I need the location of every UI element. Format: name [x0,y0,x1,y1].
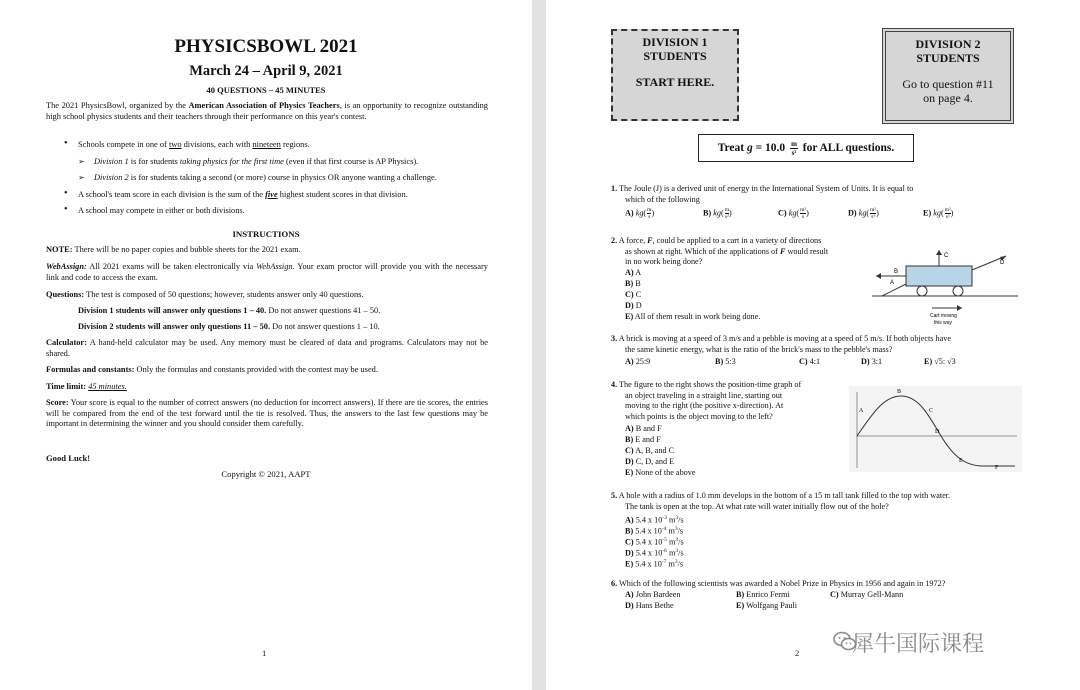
rule-division-2: ➢ Division 2 is for students taking a second (or more) course in physics OR anyone wanting a challenge. [46,173,496,184]
option-label: B) [625,279,634,288]
option-text: John Bardeen [635,590,681,599]
option-unit: kg [788,208,797,218]
option-fraction [647,207,651,220]
option-label: A) [625,424,634,433]
option-tail: /s [677,526,684,536]
option-label: C) [799,357,808,366]
answer-option [830,590,903,601]
answer-option [625,290,641,301]
option-exponent: -5 [662,537,667,543]
answer-option [625,446,674,457]
graph-label-b: B [897,389,902,395]
cart-wheel [917,286,927,296]
option-exponent: -4 [661,526,667,532]
instructions-heading: INSTRUCTIONS [232,229,300,239]
time-limit: Time limit: 45 minutes. [46,382,127,391]
answer-option [736,601,797,612]
force-arrow-c-head [936,250,942,255]
answer-option [625,601,674,612]
question-3: 3. A brick is moving at a speed of 3 m/s and a pebble is moving at a speed of 5 m/s. If both objects have the same kinetic energy, what is the ratio of the brick's mass to the pebble's mass? [611,334,951,354]
division-1-box-line: START HERE. [635,75,715,89]
option-unit-exponent: 3 [674,559,678,565]
option-fraction [870,207,876,220]
answer-option [799,357,820,368]
answer-option [625,312,760,323]
option-unit-exponent: 3 [674,526,678,532]
label-c: C [944,253,949,259]
option-label: D) [861,357,870,366]
option-unit-exponent: 3 [675,537,679,543]
division-2-box-line: on page 4. [923,91,973,105]
division-2-box [882,28,1014,124]
option-text: Wolfgang Pauli [746,601,798,610]
option-label: E) [924,357,933,366]
page-number: 2 [795,648,800,658]
option-text: Murray Gell-Mann [840,590,904,599]
question-count: 40 QUESTIONS – 45 MINUTES [206,85,326,95]
webassign-paragraph: WebAssign: All 2021 exams will be taken electronically via WebAssign. Your exam proctor will provide you with the necessary link and code to access the exam. [46,262,488,282]
option-text: A, B, and C [635,446,675,455]
direction-arrow-head [957,305,962,311]
option-unit: m [666,559,675,569]
answer-option [861,357,882,368]
option-mantissa: 5.4 x 10 [635,537,663,547]
score-paragraph: Score: Your score is equal to the number of correct answers (no deduction for incorrect answers). If there are tie scores, the entries will be compared from the end of the test forward until the tie is resolved. Thus, the answers to the last few questions may be important in determining the winner and you should consider them carefully. [46,398,488,428]
option-label: E) [923,208,932,218]
division-2-box-line: DIVISION 2 [915,37,981,51]
page-gutter [532,0,546,690]
answer-option [625,457,674,468]
option-mantissa: 5.4 x 10 [635,526,662,536]
option-label: D) [625,301,634,310]
option-label: D) [848,208,857,218]
option-label: E) [625,559,634,569]
label-b: B [894,269,899,275]
option-label: C) [625,290,634,299]
fraction-numerator: m [647,207,652,213]
question-1: 1. The Joule (J) is a derived unit of energy in the International System of Units. It is equal to which of the following [611,184,914,204]
page-number: 1 [262,648,267,658]
answer-option [625,268,641,279]
exam-page-1 [0,0,532,690]
cart-wheel [953,286,963,296]
division-1-range: Division 1 students will answer only questions 1 – 40. Do not answer questions 41 – 50. [78,306,381,315]
option-fraction [800,207,806,220]
option-text: All of them result in work being done. [634,312,761,321]
option-tail: /s [678,548,684,558]
option-label: A) [625,515,634,525]
option-unit: kg [858,208,867,218]
calculator-paragraph: Calculator: A hand-held calculator may be used. Any memory must be cleared of data and programs. Calculators may not be shared. [46,338,488,358]
fraction-numerator: m² [800,207,807,213]
option-text: Enrico Fermi [746,590,790,599]
option-text: 25:9 [635,357,651,366]
answer-option [625,357,650,368]
option-text: B [635,279,641,288]
option-label: A) [625,357,634,366]
exam-dates: March 24 – April 9, 2021 [189,63,343,79]
questions-paragraph: Questions: The test is composed of 50 questions; however, students answer only 40 questions. [46,290,364,299]
option-text: D [635,301,642,310]
option-exponent: -3 [662,515,667,521]
formulas-paragraph: Formulas and constants: Only the formulas and constants provided with the contest may be used. [46,365,378,374]
fraction-numerator: m² [870,207,877,213]
option-unit: m [666,515,676,525]
rule-both-divisions: • A school may compete in either or both divisions. [46,206,496,217]
fraction-denominator: s³ [871,214,876,220]
answer-option [625,590,680,601]
answer-option [625,557,683,570]
option-tail: /s [678,537,684,547]
fraction-numerator: m² [944,207,951,213]
division-1-box [611,29,739,121]
option-label: D) [625,457,634,466]
answer-option [625,468,695,479]
label-a: A [890,280,895,286]
option-text: C [635,290,642,299]
division-2-range: Division 2 students will answer only questions 11 – 50. Do not answer questions 1 – 10. [78,322,380,331]
cart-caption-1: Cart moving [930,313,957,319]
option-exponent: -6 [662,548,667,554]
question-6: 6. Which of the following scientists was awarded a Nobel Prize in Physics in 1956 and again in 1972? [611,579,946,588]
option-text: 5:3 [725,357,736,366]
label-d: D [1000,260,1005,266]
question-5: 5. A hole with a radius of 1.0 mm develops in the bottom of a 15 m tall tank filled to the top with water. The tank is open at the top. At what rate will water initially flow out of the hole? [611,491,951,511]
option-label: B) [625,435,634,444]
answer-option [924,357,956,368]
option-exponent: -7 [661,559,667,565]
option-label: D) [625,601,634,610]
option-label: B) [715,357,724,366]
rule-team-score: • A school's team score in each division is the sum of the five highest student scores in that division. [46,190,496,201]
cart-caption-2: this way [934,320,953,326]
question-4: 4. The figure to the right shows the position-time graph of an object traveling in a straight line, starting out moving to the right (the positive x-direction). At which points is the object moving to the left? [611,380,802,421]
page-title: PHYSICSBOWL 2021 [174,36,358,57]
option-unit: m [666,548,676,558]
question-2: 2. A force, F, could be applied to a cart in a variety of directions as shown at right. Which of the applications of F would result in no work being done? [611,236,829,266]
option-tail: /s [677,559,684,569]
option-unit: m [666,526,675,536]
fraction-denominator: s [648,214,651,220]
rules-list [46,140,496,223]
graph-label-a: A [859,408,864,414]
option-text: C, D, and E [635,457,675,466]
note-paragraph: NOTE: There will be no paper copies and bubble sheets for the 2021 exam. [46,245,301,254]
fraction-denominator: s² [945,214,950,220]
option-label: E) [625,468,634,477]
rule-divisions: • Schools compete in one of two divisions, each with nineteen regions. [46,140,496,151]
answer-option [736,590,790,601]
option-mantissa: 5.4 x 10 [635,548,663,558]
option-unit: m [666,537,676,547]
fraction-denominator: s [802,214,805,220]
option-label: E) [736,601,745,610]
fraction-denominator: s² [724,214,729,220]
option-unit-exponent: 3 [675,548,679,554]
option-text: 4:1 [809,357,821,366]
option-label: A) [625,268,634,277]
cart-force-diagram [872,248,1018,328]
fraction-numerator: m [724,207,729,213]
option-unit-exponent: 3 [675,515,679,521]
answer-option: D) kg( $\frac{\text{m²}}{\text{s³}}$ ) [848,207,879,220]
graph-label-c: C [929,408,934,414]
answer-option [625,279,641,290]
option-mantissa: 5.4 x 10 [635,515,663,525]
option-tail: /s [678,515,684,525]
answer-option: A) kg( $\frac{m}{s}$ ) [625,207,655,220]
graph-label-e: E [959,458,963,464]
graph-label-f: F [995,465,999,471]
rule-division-1: ➢ Division 1 is for students taking physics for the first time (even if that first course is AP Physics). [46,157,496,168]
cart-body [906,266,972,286]
option-text: 3:1 [871,357,883,366]
option-fraction [725,207,729,220]
option-label: C) [778,208,787,218]
option-text: None of the above [635,468,696,477]
division-1-box-line: DIVISION 1 [642,35,708,49]
answer-option: B) kg( $\frac{m}{\text{s²}}$ ) [703,207,732,220]
option-text: B and F [635,424,662,433]
answer-option: E) kg( $\frac{\text{m²}}{\text{s²}}$ ) [923,207,954,220]
option-unit: kg [713,208,721,218]
option-fraction [945,207,951,220]
answer-option [625,424,662,435]
option-label: A) [625,208,634,218]
division-2-box-line: STUDENTS [916,51,980,65]
option-mantissa: 5.4 x 10 [635,559,662,569]
answer-option [625,435,661,446]
option-label: A) [625,590,634,599]
option-unit: kg [933,208,941,218]
option-label: C) [625,537,634,547]
option-label: B) [625,526,634,536]
option-label: B) [703,208,712,218]
graph-label-d: D [935,429,940,435]
option-label: B) [736,590,745,599]
answer-option [625,301,642,312]
option-label: C) [830,590,839,599]
answer-option [715,357,736,368]
option-label: D) [625,548,634,558]
copyright: Copyright © 2021, AAPT [221,469,311,479]
position-time-graph [849,386,1022,472]
watermark-text: 犀牛国际课程 [852,632,985,657]
intro-paragraph: The 2021 PhysicsBowl, organized by the American Association of Physics Teachers, is an opportunity to recognize outstanding high school physics students and their teachers through their performance on this year's contest. [46,101,488,121]
option-label: C) [625,446,634,455]
gravity-constant-box: Treat g = 10.0 $\frac{m}{\text{s²}}$ for ALL questions. [698,134,914,162]
division-2-box-line: Go to question #11 [902,77,994,91]
option-text: Hans Bethe [635,601,674,610]
option-unit: kg [635,208,644,218]
answer-option: C) kg( $\frac{\text{m²}}{s}$ ) [778,207,809,220]
option-label: E) [625,312,634,321]
option-text: √5: √3 [934,357,956,366]
option-text: A [635,268,642,277]
division-1-box-line: STUDENTS [643,49,707,63]
good-luck: Good Luck! [46,453,91,463]
option-text: E and F [635,435,661,444]
force-arrow-b-head [876,273,881,279]
